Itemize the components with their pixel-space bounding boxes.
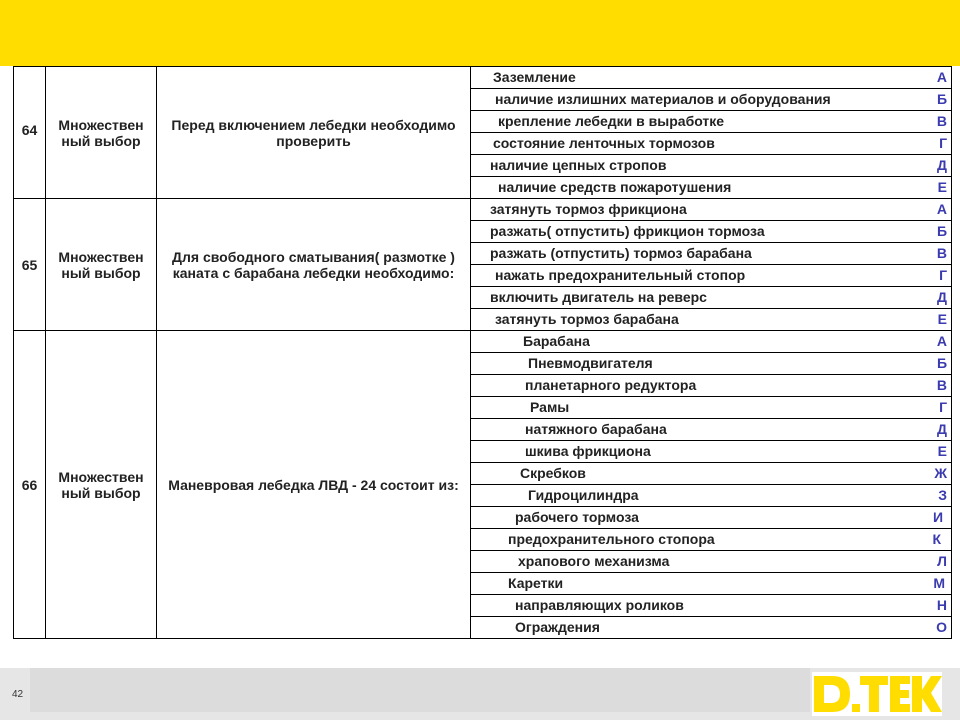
option-letter: Б: [936, 355, 947, 371]
answer-option: [471, 353, 952, 375]
option-text: Пневмодвигателя: [528, 355, 653, 371]
answer-option: [471, 441, 952, 463]
option-text: Скребков: [520, 465, 586, 481]
answer-option: [471, 331, 952, 353]
option-letter: И: [932, 509, 943, 525]
option-text: включить двигатель на реверс: [490, 289, 707, 305]
option-letter: Е: [937, 311, 947, 327]
option-letter: Д: [937, 289, 947, 305]
answer-option: [471, 199, 952, 221]
option-letter: А: [936, 201, 947, 217]
option-text: состояние ленточных тормозов: [493, 135, 715, 151]
question-number: 65: [14, 199, 46, 331]
answer-option: [471, 155, 952, 177]
answer-option: [471, 265, 952, 287]
option-letter: Д: [937, 157, 947, 173]
question-number: 64: [14, 67, 46, 199]
answer-option: [471, 419, 952, 441]
answer-option: [471, 89, 952, 111]
option-text: Заземление: [493, 69, 576, 85]
option-letter: Д: [937, 421, 947, 437]
answer-option: [471, 221, 952, 243]
question-number: 66: [14, 331, 46, 639]
option-text: храпового механизма: [518, 553, 670, 569]
table-row: [14, 67, 952, 89]
answer-option: [471, 507, 952, 529]
question-text: Маневровая лебедка ЛВД - 24 состоит из:: [157, 331, 471, 639]
option-text: Рамы: [530, 399, 570, 415]
option-text: крепление лебедки в выработке: [498, 113, 725, 129]
answer-option: [471, 133, 952, 155]
option-text: направляющих роликов: [515, 597, 684, 613]
option-letter: А: [936, 69, 947, 85]
option-letter: О: [936, 619, 947, 635]
option-letter: К: [932, 531, 941, 547]
option-letter: З: [938, 487, 947, 503]
answer-option: [471, 397, 952, 419]
option-letter: Б: [936, 223, 947, 239]
option-letter: Н: [936, 597, 947, 613]
option-text: шкива фрикциона: [525, 443, 651, 459]
answer-option: [471, 375, 952, 397]
option-letter: М: [933, 575, 945, 591]
option-letter: В: [936, 377, 947, 393]
option-letter: Е: [937, 443, 947, 459]
option-text: натяжного барабана: [525, 421, 667, 437]
answer-option: [471, 111, 952, 133]
answer-option: [471, 485, 952, 507]
option-text: наличие средств пожаротушения: [498, 179, 732, 195]
option-text: Ограждения: [515, 619, 600, 635]
option-text: затянуть тормоз фрикциона: [490, 201, 687, 217]
option-letter: Г: [939, 399, 947, 415]
footer-panel: [30, 668, 810, 712]
page-number: 42: [12, 689, 24, 700]
answer-option: [471, 595, 952, 617]
option-letter: Л: [937, 553, 947, 569]
answer-option: [471, 177, 952, 199]
question-text: Для свободного сматывания( размотке ) каната с барабана лебедки необходимо:: [157, 199, 471, 331]
answer-option: [471, 243, 952, 265]
answer-option: [471, 551, 952, 573]
answer-option: [471, 67, 952, 89]
option-text: разжать( отпустить) фрикцион тормоза: [490, 223, 765, 239]
option-text: предохранительного стопора: [508, 531, 715, 547]
option-text: наличие излишних материалов и оборудования: [495, 91, 831, 107]
option-text: планетарного редуктора: [525, 377, 697, 393]
option-letter: В: [936, 245, 947, 261]
questions-table: [13, 66, 952, 639]
question-type: Множествен ный выбор: [46, 67, 157, 199]
option-text: наличие цепных стропов: [490, 157, 667, 173]
table-row: [14, 331, 952, 353]
question-type: Множествен ный выбор: [46, 331, 157, 639]
table-row: [14, 199, 952, 221]
answer-option: [471, 287, 952, 309]
option-text: рабочего тормоза: [515, 509, 639, 525]
option-letter: Ж: [934, 465, 947, 481]
option-letter: Е: [937, 179, 947, 195]
answer-option: [471, 573, 952, 595]
header-bar: [0, 0, 960, 66]
option-letter: В: [936, 113, 947, 129]
answer-option: [471, 463, 952, 485]
answer-option: [471, 309, 952, 331]
option-text: Барабана: [523, 333, 590, 349]
option-letter: Г: [939, 267, 947, 283]
option-text: Гидроцилиндра: [528, 487, 639, 503]
option-text: затянуть тормоз барабана: [495, 311, 679, 327]
option-letter: А: [936, 333, 947, 349]
question-type: Множествен ный выбор: [46, 199, 157, 331]
dtek-logo: [812, 672, 942, 716]
answer-option: [471, 617, 952, 639]
question-text: Перед включением лебедки необходимо проверить: [157, 67, 471, 199]
option-text: нажать предохранительный стопор: [495, 267, 746, 283]
option-text: Каретки: [508, 575, 564, 591]
answer-option: [471, 529, 952, 551]
option-letter: Г: [939, 135, 947, 151]
option-letter: Б: [936, 91, 947, 107]
option-text: разжать (отпустить) тормоз барабана: [490, 245, 752, 261]
